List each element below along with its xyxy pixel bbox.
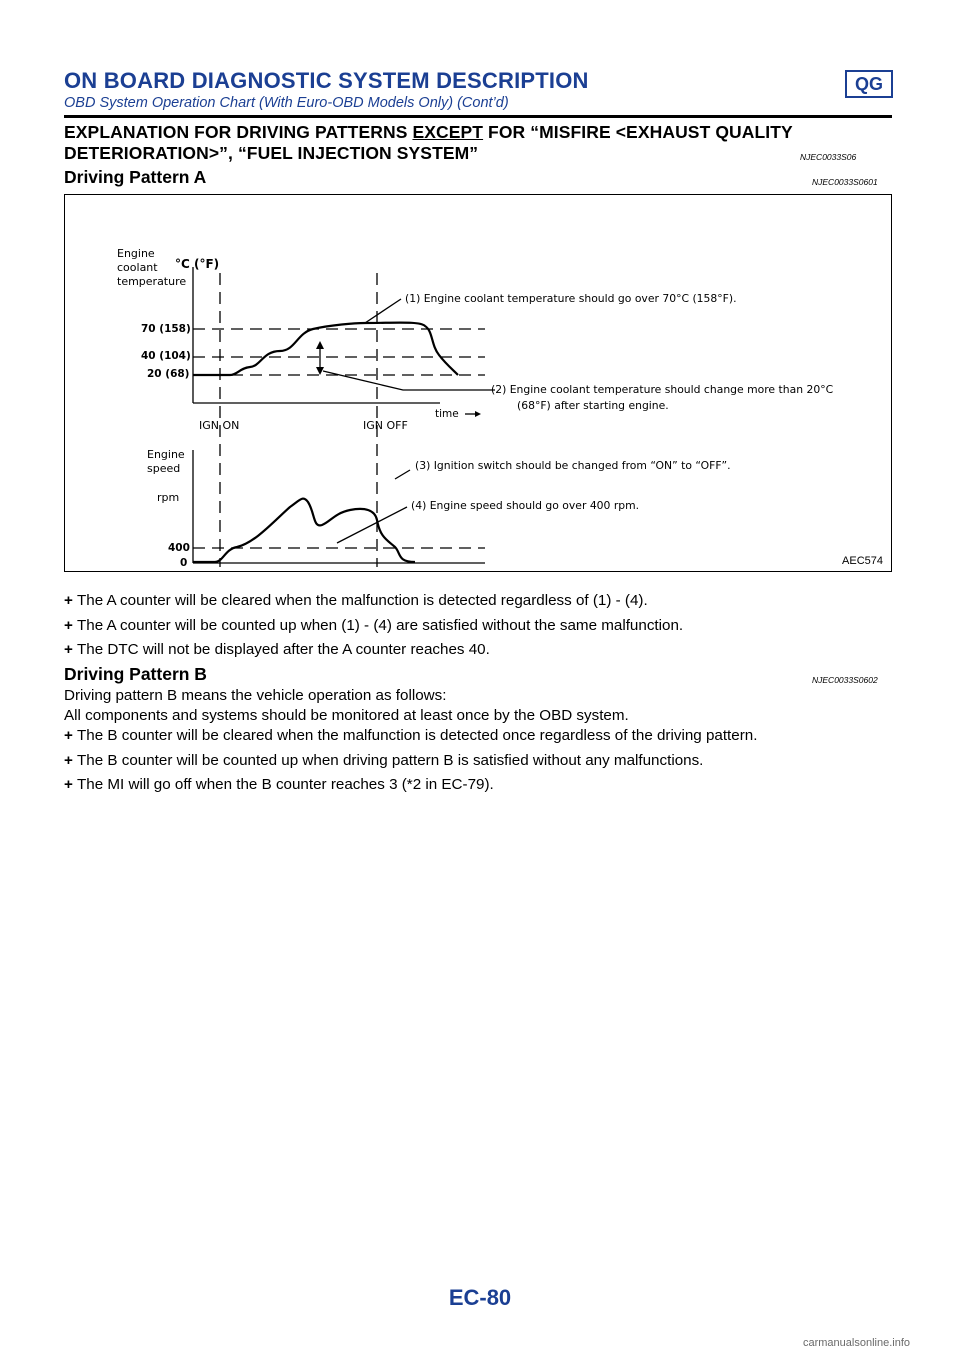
driving-pattern-a-diagram xyxy=(65,195,893,573)
bottom-label-line1: Engine xyxy=(147,448,185,461)
list-item xyxy=(64,773,894,798)
tick-400: 400 xyxy=(168,542,190,554)
note-1: (1) Engine coolant temperature should go over 70°C (158°F). xyxy=(405,292,737,305)
list-item xyxy=(64,614,894,639)
bullet-mark: + xyxy=(64,776,73,793)
list-item xyxy=(64,749,894,774)
header-rule xyxy=(64,115,892,118)
leader-3 xyxy=(395,470,410,479)
bullet-mark: + xyxy=(64,727,73,744)
section-title xyxy=(64,122,864,164)
note-2a: (2) Engine coolant temperature should change more than 20°C xyxy=(491,383,834,396)
delta-arrow-up xyxy=(316,341,324,349)
list-item-text: The B counter will be cleared when the malfunction is detected once regardless of the driving pattern. xyxy=(77,727,758,744)
list-item-text: The B counter will be counted up when driving pattern B is satisfied without any malfunctions. xyxy=(77,751,704,769)
driving-pattern-a-figure xyxy=(64,194,892,572)
pattern-a-heading: Driving Pattern A xyxy=(64,167,207,187)
top-label-line3: temperature xyxy=(117,275,187,288)
bottom-label-line2: speed xyxy=(147,462,181,475)
ign-on-label: IGN ON xyxy=(199,419,240,432)
leader-1 xyxy=(365,299,401,323)
bullet-mark: + xyxy=(64,592,73,609)
list-item xyxy=(64,638,894,663)
list-item-text: The MI will go off when the B counter reaches 3 (*2 in EC-79). xyxy=(77,776,494,793)
section-title-part2: FOR “MISFIRE <EXHAUST QUALITY xyxy=(483,122,793,142)
header-subtitle: OBD System Operation Chart (With Euro-OBD Models Only) (Cont’d) xyxy=(64,95,509,111)
note-4: (4) Engine speed should go over 400 rpm. xyxy=(411,499,640,512)
pattern-b-heading: Driving Pattern B xyxy=(64,664,207,684)
time-arrowhead xyxy=(475,411,481,417)
coolant-curve xyxy=(193,323,458,375)
top-unit: °C (°F) xyxy=(175,257,220,271)
list-item-text: The A counter will be counted up when (1) - (4) are satisfied without the same malfunction. xyxy=(77,616,684,634)
tick-40: 40 (104) xyxy=(141,350,191,362)
time-label: time xyxy=(435,408,459,420)
ign-off-label: IGN OFF xyxy=(363,419,408,432)
figure-code: AEC574 xyxy=(842,555,883,567)
section-code: NJEC0033S06 xyxy=(800,152,857,162)
page-number: EC-80 xyxy=(448,1285,512,1310)
section-title-part1: EXPLANATION FOR DRIVING PATTERNS xyxy=(64,122,413,142)
pattern-a-bullets xyxy=(64,589,894,663)
tick-70: 70 (158) xyxy=(141,323,191,335)
note-3: (3) Ignition switch should be changed from “ON” to “OFF”. xyxy=(415,459,731,472)
pattern-b-para1: Driving pattern B means the vehicle operation as follows: xyxy=(64,687,447,704)
section-title-line2: DETERIORATION>”, “FUEL INJECTION SYSTEM” xyxy=(64,143,479,163)
bullet-mark: + xyxy=(64,616,73,634)
tick-0: 0 xyxy=(180,557,188,569)
list-item-text: The DTC will not be displayed after the A counter reaches 40. xyxy=(77,641,490,658)
top-label-line2: coolant xyxy=(117,261,158,274)
list-item-text: The A counter will be cleared when the malfunction is detected regardless of (1) - (4). xyxy=(77,592,648,609)
top-label-line1: Engine xyxy=(117,247,155,260)
watermark: carmanualsonline.info xyxy=(802,1337,910,1349)
list-item xyxy=(64,724,894,749)
tick-20: 20 (68) xyxy=(147,368,190,380)
bullet-mark: + xyxy=(64,751,73,769)
pattern-b-para2: All components and systems should be monitored at least once by the OBD system. xyxy=(64,707,629,724)
leader-2 xyxy=(323,371,495,390)
list-item xyxy=(64,589,894,614)
pattern-a-code: NJEC0033S0601 xyxy=(812,177,878,187)
delta-arrow-down xyxy=(316,367,324,375)
rpm-curve xyxy=(193,499,415,562)
bullet-mark: + xyxy=(64,641,73,658)
note-2b: (68°F) after starting engine. xyxy=(517,399,669,412)
header-title: ON BOARD DIAGNOSTIC SYSTEM DESCRIPTION xyxy=(64,68,589,93)
section-badge: QG xyxy=(845,70,893,98)
section-title-underlined: EXCEPT xyxy=(412,122,484,142)
pattern-b-code: NJEC0033S0602 xyxy=(812,675,878,685)
pattern-b-bullets xyxy=(64,724,894,798)
bottom-unit: rpm xyxy=(157,491,180,504)
